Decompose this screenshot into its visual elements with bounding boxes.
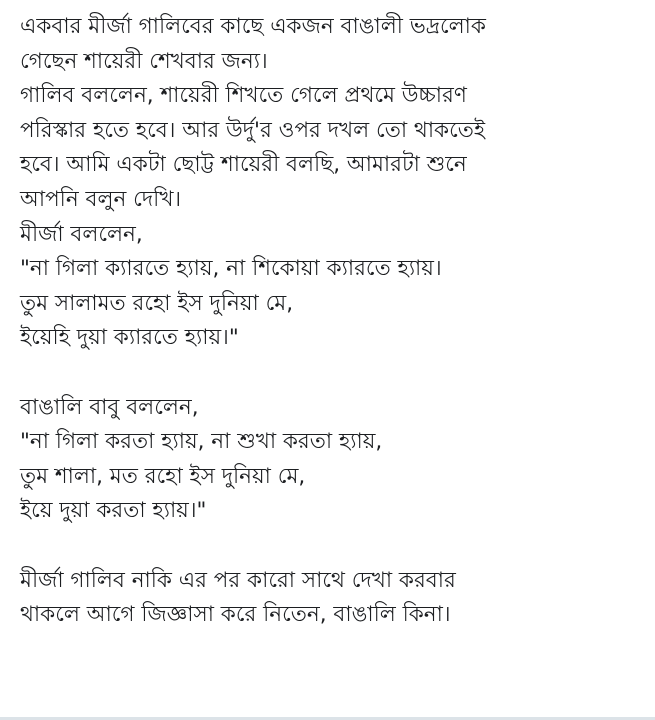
paragraph-2 [20,391,641,529]
text-line: আপনি বলুন দেখি। [20,186,182,212]
paragraph-gap [20,356,641,391]
text-line: মীর্জা গালিব নাকি এর পর কারো সাথে দেখা করবার [20,567,456,593]
text-line: তুম শালা, মত রহো ইস দুনিয়া মে, [20,463,306,489]
paragraph-3 [20,564,641,633]
text-line: ইয়েহি দুয়া ক্যারতে হ্যায়।" [20,325,239,351]
text-line: ইয়ে দুয়া করতা হ্যায়।" [20,498,207,524]
text-line: গালিব বললেন, শায়েরী শিখতে গেলে প্রথমে উচ্চারণ [20,83,467,109]
text-line: "না গিলা করতা হ্যায়, না শুখা করতা হ্যায়, [20,429,383,455]
paragraph-gap [20,529,641,564]
text-line: গেছেন শায়েরী শেখবার জন্য। [20,48,268,74]
text-line: "না গিলা ক্যারতে হ্যায়, না শিকোয়া ক্যারতে হ্যায়। [20,256,442,282]
text-line: তুম সালামত রহো ইস দুনিয়া মে, [20,290,294,316]
text-line: পরিস্কার হতে হবে। আর উর্দু'র ওপর দখল তো থাকতেই [20,117,486,143]
text-line: একবার মীর্জা গালিবের কাছে একজন বাঙালী ভদ্রলোক [20,14,486,39]
paragraph-1 [20,10,641,356]
text-line: হবে। আমি একটা ছোট্ট শায়েরী বলছি, আমারটা শুনে [20,152,467,178]
text-line: মীর্জা বললেন, [20,221,143,247]
text-line: বাঙালি বাবু বললেন, [20,394,199,420]
text-line: থাকলে আগে জিজ্ঞাসা করে নিতেন, বাঙালি কিনা। [20,602,451,628]
